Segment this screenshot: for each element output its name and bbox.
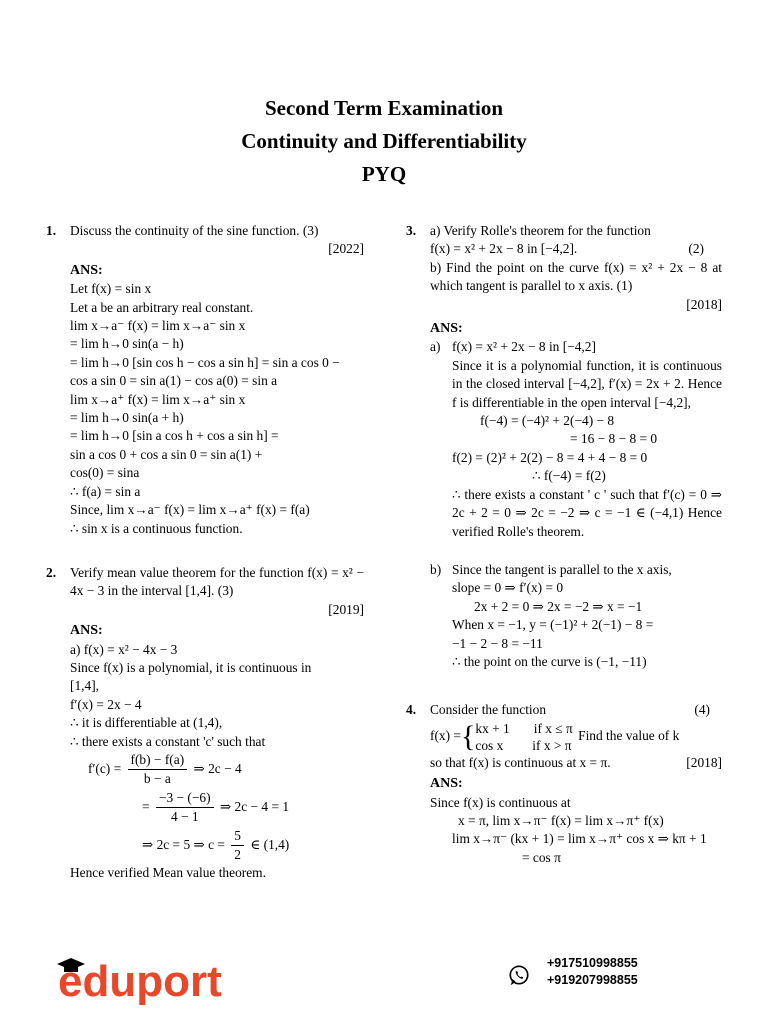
step2-lhs: = — [142, 798, 150, 814]
phone-number-2[interactable]: +919207998855 — [547, 973, 638, 987]
mvt-step-3 — [70, 827, 364, 865]
case-1-cond: if x ≤ π — [533, 720, 573, 736]
case-2-expr: cos x — [475, 737, 504, 753]
answer-part-a — [430, 338, 722, 540]
question-number: 1. — [46, 223, 57, 238]
document-title — [0, 92, 768, 191]
question-text-b: b) Find the point on the curve f(x) = x² + 2x − 8 at which tangent is parallel to x axis. (1) — [430, 259, 722, 294]
answer-line: Since the tangent is parallel to the x axis, — [452, 561, 672, 577]
whatsapp-icon — [508, 964, 530, 986]
piecewise-cases — [475, 720, 572, 754]
step2-fraction — [156, 789, 214, 827]
question-year: [2018] — [686, 754, 722, 770]
logo-text: eduport — [58, 957, 222, 1005]
answer-line: cos a sin 0 = sin a(1) − cos a(0) = sin a — [70, 373, 278, 389]
answer-label: ANS: — [70, 262, 103, 278]
answer-line: ∴ there exists a constant 'c' such that — [70, 733, 266, 749]
answer-line: ∴ the point on the curve is (−1, −11) — [452, 653, 647, 669]
answer-paragraph: Since it is a polynomial function, it is continuous in the closed interval [−4,2], f′(x) = 2x + 2. Hence f is differentiable in the open interval [−4,2], — [452, 357, 722, 410]
answer-label: ANS: — [70, 623, 103, 639]
answer-line: a) f(x) = x² − 4x − 3 — [70, 641, 178, 657]
answer-label: ANS: — [430, 321, 463, 337]
case-2-cond: if x > π — [532, 737, 572, 753]
calc-line: 2x + 2 = 0 ⇒ 2x = −2 ⇒ x = −1 — [474, 598, 643, 614]
piecewise-function — [430, 720, 722, 754]
mvt-fraction — [128, 751, 188, 789]
answer-line: x = π, lim x→π⁻ f(x) = lim x→π⁺ f(x) — [458, 812, 664, 828]
question-intro: Consider the function — [430, 702, 547, 718]
question-2 — [46, 564, 364, 883]
calc-line: f(−4) = (−4)² + 2(−4) − 8 — [480, 413, 615, 429]
question-text-a: a) Verify Rolle's theorem for the function — [430, 223, 651, 238]
question-3 — [406, 222, 722, 671]
answer-line: = lim h→0 sin(a + h) — [70, 410, 184, 426]
answer-line: lim x→a⁻ f(x) = lim x→a⁻ sin x — [70, 318, 246, 334]
calc-line: ∴ f(−4) = f(2) — [532, 468, 606, 484]
answer-line: Since f(x) is a polynomial, it is continuous in — [70, 659, 312, 675]
answer-conclusion: Hence verified Mean value theorem. — [70, 865, 266, 881]
answer-line: cos(0) = sina — [70, 465, 140, 481]
case-2 — [475, 737, 572, 754]
question-text-a-2 — [430, 240, 722, 258]
question-text — [430, 701, 722, 719]
question-year: [2018] — [686, 296, 722, 312]
answer-line: ∴ f(a) = sin a — [70, 483, 141, 499]
question-condition: so that f(x) is continuous at x = π. — [430, 754, 611, 770]
answer-label: ANS: — [430, 776, 463, 792]
question-4 — [406, 701, 722, 867]
mvt-numerator: f(b) − f(a) — [128, 751, 188, 770]
answer-line: Let f(x) = sin x — [70, 281, 152, 297]
question-function: f(x) = x² + 2x − 8 in [−4,2]. — [430, 241, 578, 257]
answer-line: Since, lim x→a⁻ f(x) = lim x→a⁺ f(x) = f(a) — [70, 502, 310, 518]
question-find: Find the value of k — [578, 727, 680, 743]
mvt-lhs: f′(c) = — [88, 760, 122, 776]
question-text: Discuss the continuity of the sine function. (3) — [70, 223, 319, 238]
footer — [0, 950, 768, 1010]
part-label: b) — [430, 561, 442, 577]
answer-paragraph: ∴ there exists a constant ' c ' such that f′(c) = 0 ⇒ 2c + 2 = 0 ⇒ 2c = −2 ⇒ c = −1 ∈ (−4,1) Hence verified Rolle's theorem. — [452, 486, 722, 539]
answer-line: When x = −1, y = (−1)² + 2(−1) − 8 = — [452, 617, 654, 633]
left-column — [46, 222, 364, 883]
mvt-step-2 — [70, 789, 364, 827]
answer-line: Since f(x) is continuous at — [430, 794, 571, 810]
right-column — [406, 222, 722, 867]
answer-line: = cos π — [522, 849, 561, 865]
question-year: [2022] — [328, 241, 364, 257]
case-1 — [475, 720, 572, 737]
step3-numerator: 5 — [231, 827, 244, 846]
title-line-2: Continuity and Differentiability — [241, 129, 527, 153]
case-1-expr: kx + 1 — [475, 720, 510, 736]
answer-line: Let a be an arbitrary real constant. — [70, 299, 254, 315]
question-text: Verify mean value theorem for the function f(x) = x² − 4x − 3 in the interval [1,4]. (3) — [70, 564, 364, 599]
answer-line: sin a cos 0 + cos a sin 0 = sin a(1) + — [70, 446, 263, 462]
title-line-3: PYQ — [361, 162, 407, 186]
answer-line: ∴ it is differentiable at (1,4), — [70, 715, 223, 731]
answer-line: ∴ sin x is a continuous function. — [70, 520, 243, 536]
answer-line: = lim h→0 [sin cos h − cos a sin h] = sin a cos 0 − — [70, 354, 340, 370]
mvt-denominator: b − a — [143, 771, 171, 787]
piecewise-lhs: f(x) = — [430, 727, 461, 743]
question-marks: (2) — [688, 241, 704, 257]
answer-part-b — [430, 561, 722, 671]
question-number: 4. — [406, 702, 417, 718]
answer-line: f(x) = x² + 2x − 8 in [−4,2] — [452, 339, 596, 355]
question-number: 3. — [406, 223, 417, 238]
phone-number-1[interactable]: +917510998855 — [547, 956, 638, 970]
step2-numerator: −3 − (−6) — [156, 789, 214, 808]
mvt-rhs: ⇒ 2c − 4 — [193, 760, 242, 776]
question-number: 2. — [46, 564, 57, 580]
answer-line: lim x→a⁺ f(x) = lim x→a⁺ sin x — [70, 391, 246, 407]
question-marks: (4) — [694, 702, 710, 718]
part-label: a) — [430, 339, 441, 355]
step3-denominator: 2 — [234, 847, 241, 862]
question-1 — [46, 222, 364, 538]
answer-line: −1 − 2 − 8 = −11 — [452, 635, 543, 651]
answer-line: f′(x) = 2x − 4 — [70, 696, 142, 712]
brace-icon: { — [460, 719, 476, 753]
mvt-formula — [70, 751, 364, 789]
question-end — [430, 754, 722, 772]
calc-line: f(2) = (2)² + 2(2) − 8 = 4 + 4 − 8 = 0 — [452, 449, 648, 465]
answer-line: = lim h→0 sin(a − h) — [70, 336, 184, 352]
step3-lhs: ⇒ 2c = 5 ⇒ c = — [142, 836, 225, 852]
step2-rhs: ⇒ 2c − 4 = 1 — [219, 798, 290, 814]
calc-line: = 16 − 8 − 8 = 0 — [570, 431, 658, 447]
step3-rhs: ∈ (1,4) — [250, 836, 290, 852]
answer-line: lim x→π⁻ (kx + 1) = lim x→π⁺ cos x ⇒ kπ + 1 — [452, 831, 707, 847]
answer-line: slope = 0 ⇒ f′(x) = 0 — [452, 580, 564, 596]
step3-fraction — [231, 827, 244, 865]
step2-denominator: 4 − 1 — [170, 809, 199, 825]
answer-line: = lim h→0 [sin a cos h + cos a sin h] = — [70, 428, 279, 444]
contact-numbers — [547, 955, 638, 989]
answer-line: [1,4], — [70, 678, 100, 694]
question-year: [2019] — [328, 601, 364, 617]
title-line-1: Second Term Examination — [264, 96, 504, 120]
eduport-logo — [55, 950, 235, 1005]
